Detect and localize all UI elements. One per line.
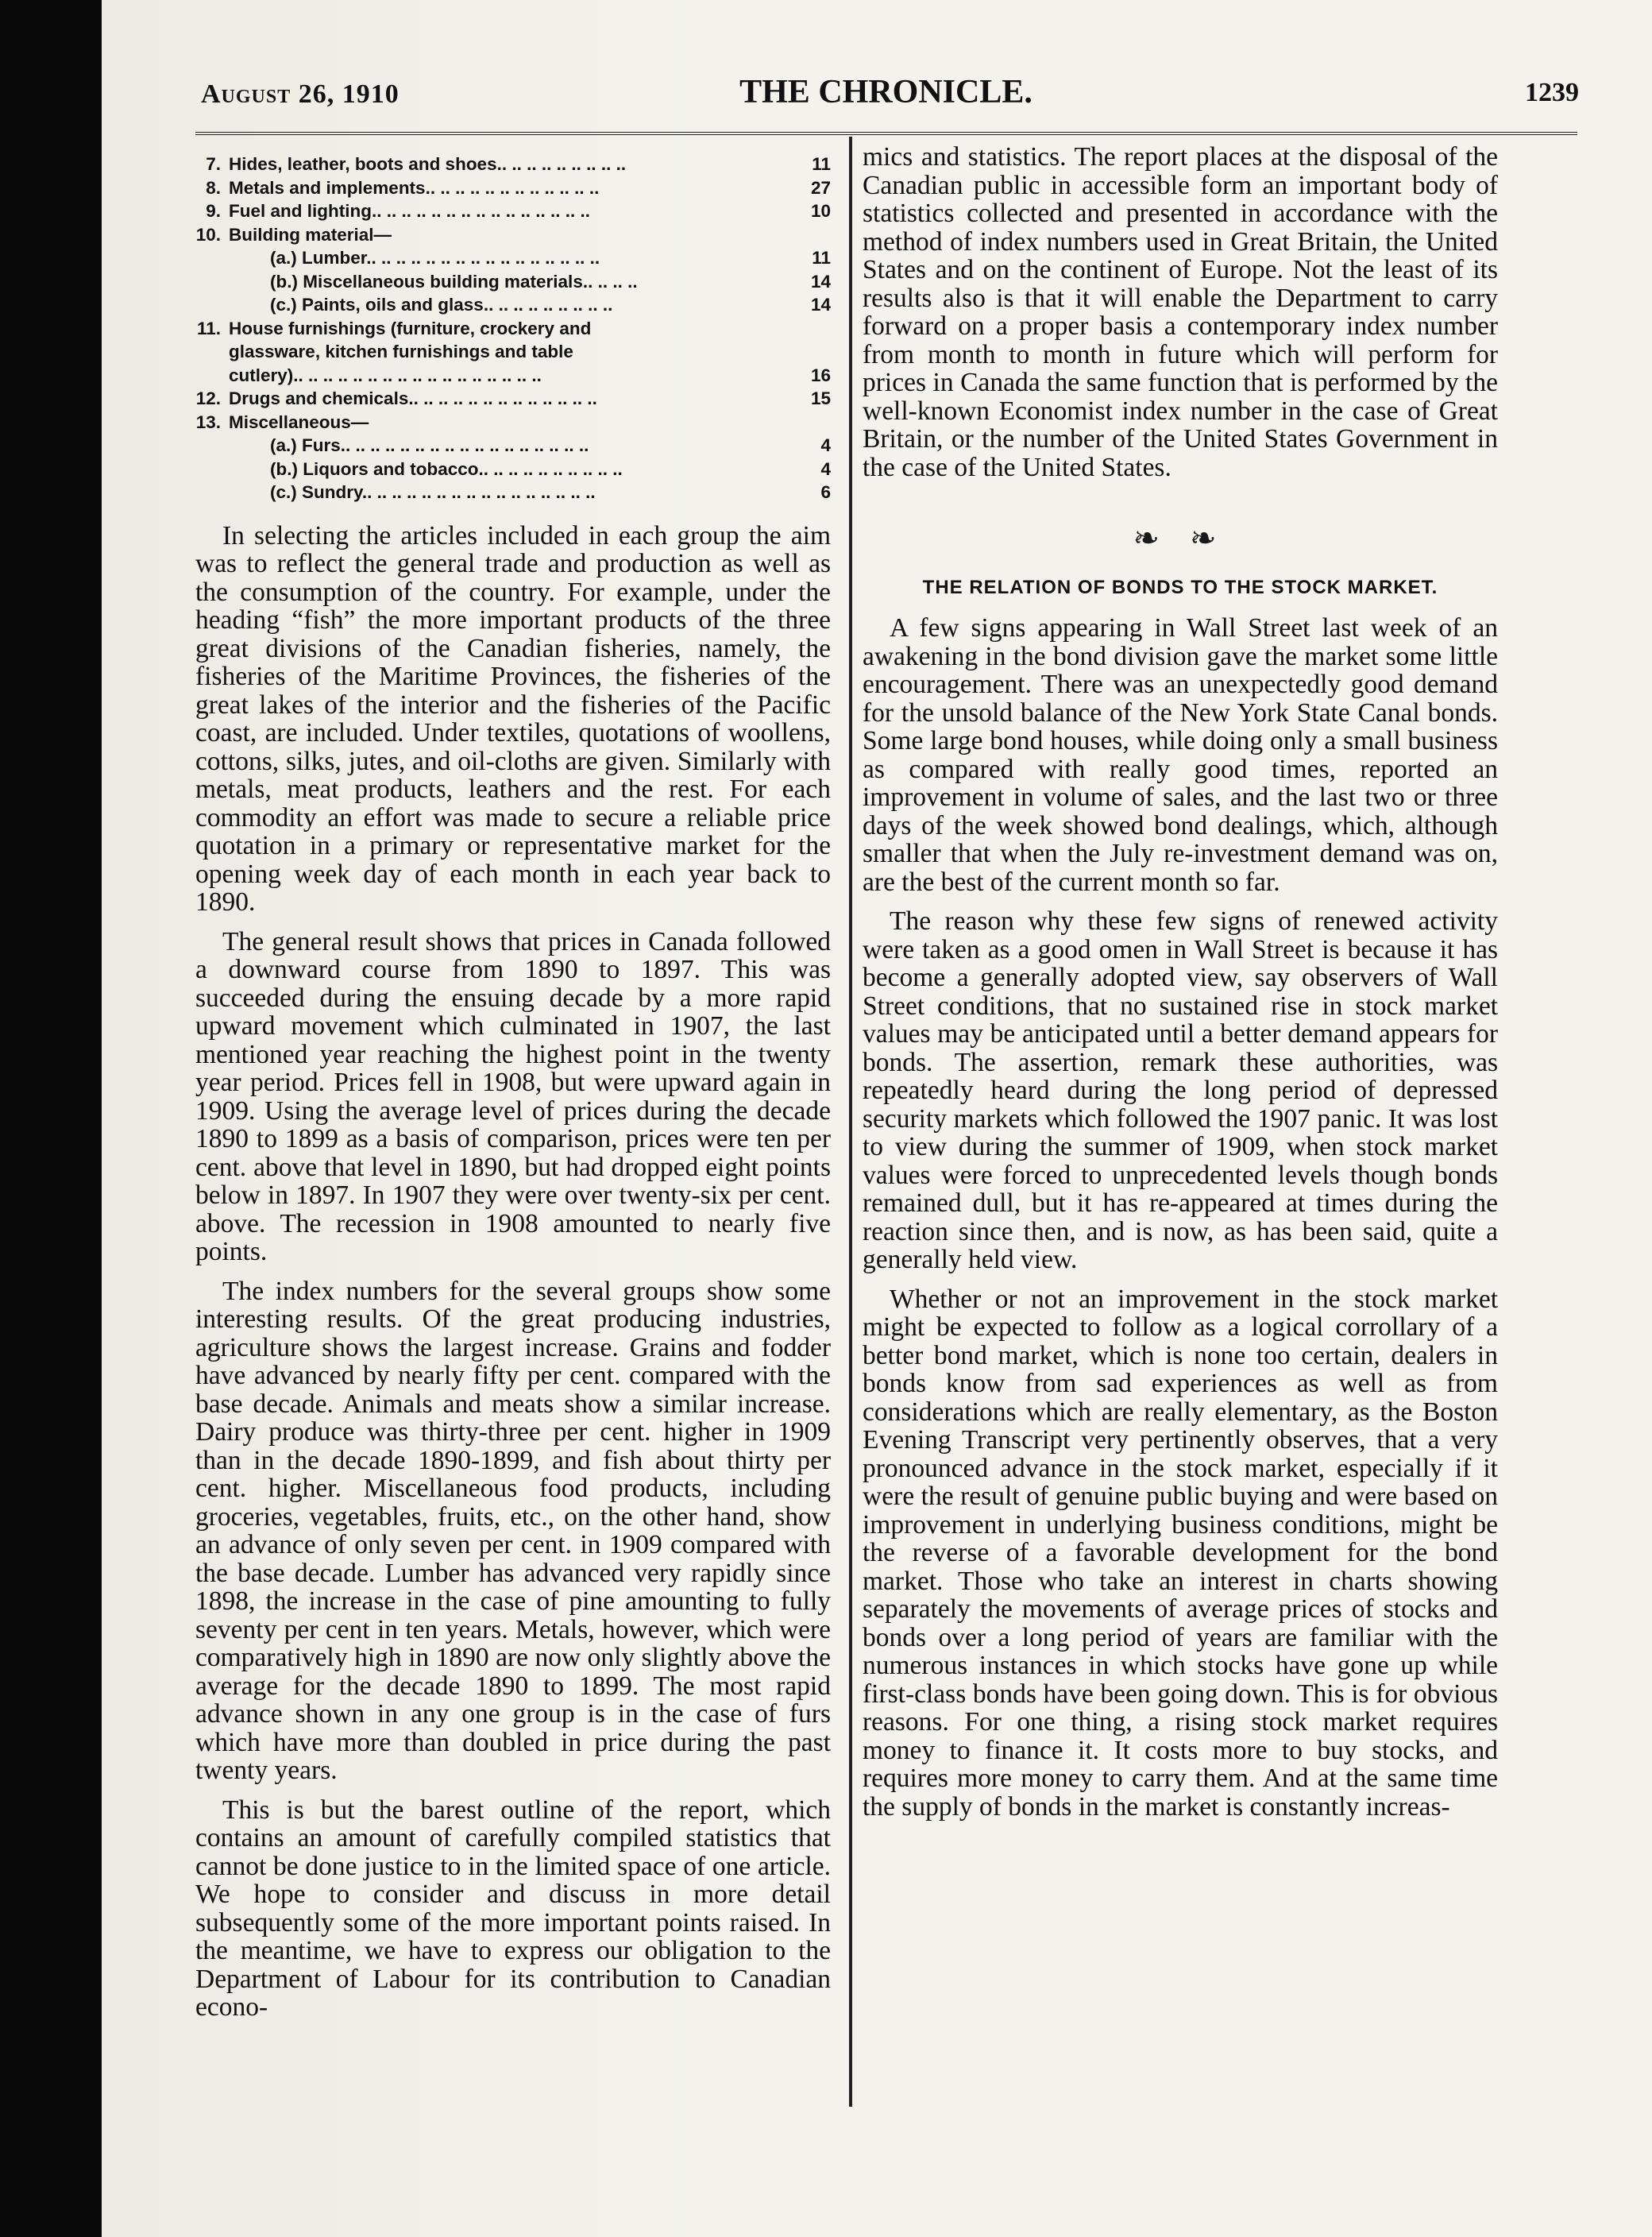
article-paragraph: mics and statistics. The report places at the disposal of the Canadian public in accessible form an important body of statistics collected and presented in accordance with the method of index numbers used in Great Britain, the United States and on the continent of Europe. Not the least of its results also is that it will enable the Department to carry forward on a proper basis a contemporary index number from month to month in future which will perform for prices in Canada the same function that is performed by the well-known Economist index number in the case of Great Britain, or the number of the United States Government in the case of the United States.: [863, 142, 1498, 482]
row-number: [195, 481, 229, 504]
row-value: 14: [810, 295, 831, 315]
row-value: 16: [810, 365, 831, 385]
row-value: 14: [810, 271, 831, 292]
row-value: [804, 340, 831, 364]
page-header: [201, 73, 1579, 119]
table-row: [195, 458, 831, 481]
table-row: [195, 176, 831, 200]
row-value: 4: [820, 458, 831, 479]
row-label: (b.) Liquors and tobacco.. .. .. .. .. .. .. .. .. ..: [270, 458, 623, 479]
row-number: 8.: [206, 177, 221, 198]
row-label: House furnishings (furniture, crockery and: [229, 318, 592, 338]
article-paragraph: The index numbers for the several groups show some interesting results. Of the great producing industries, agriculture shows the largest increase. Grains and fodder have advanced by nearly fifty per cent. compared with the base decade. Animals and meats show a similar increase. Dairy produce was thirty-three per cent. higher in 1909 than in the decade 1890-1899, and fish about thirty per cent. higher. Miscellaneous food products, including groceries, vegetables, fruits, etc., on the other hand, show an advance of only seven per cent. in 1909 compared with the base decade. Lumber has advanced very rapidly since 1898, the increase in the case of pine amounting to fully seventy per cent in ten years. Metals, however, which were comparatively high in 1890 are now only slightly above the average for the decade 1890 to 1899. The most rapid advance shown in any one group is in the case of furs which have more than doubled in price during the past twenty years.: [195, 1276, 831, 1785]
right-column: [863, 143, 1498, 1821]
row-label: Fuel and lighting.. .. .. .. .. .. .. .. .. .. .. .. .. .. ..: [229, 201, 591, 221]
row-value: [804, 317, 831, 341]
row-number: 7.: [206, 154, 221, 174]
row-label: (c.) Paints, oils and glass.. .. .. .. .. .. .. .. ..: [270, 295, 613, 315]
row-value: 11: [812, 248, 831, 268]
table-row: [195, 293, 831, 317]
article-paragraph: The general result shows that prices in Canada followed a downward course from 1890 to 1897. This was succeeded during the ensuing decade by a more rapid upward movement which culminated in 1907, the last mentioned year reaching the highest point in the twenty year period. Prices fell in 1908, but were upward again in 1909. Using the average level of prices during the decade 1890 to 1899 as a basis of comparison, prices were ten per cent. above that level in 1890, but had dropped eight points below in 1897. In 1907 they were over twenty-six per cent. above. The recession in 1908 amounted to nearly five points.: [195, 926, 831, 1266]
table-row: [195, 411, 831, 435]
row-value: 11: [812, 154, 831, 174]
left-column: [195, 153, 831, 2022]
article-paragraph: In selecting the articles included in each group the aim was to reflect the general trade and production as well as the consumption of the country. For example, under the heading “fish” the more important products of the three great divisions of the Canadian fisheries, namely, the fisheries of the Maritime Provinces, the fisheries of the great lakes of the interior and the fisheries of the Pacific coast, are included. Under textiles, quotations of woollens, cottons, silks, jutes, and oil-cloths are given. Similarly with metals, meat products, leathers and the rest. For each commodity an effort was made to secure a reliable price quotation in a primary or representative market for the opening week day of each month in each year back to 1890.: [195, 520, 831, 917]
table-row: [195, 340, 831, 364]
row-label: (a.) Furs.. .. .. .. .. .. .. .. .. .. .. .. .. .. .. .. ..: [270, 435, 589, 455]
table-row: [195, 387, 831, 411]
table-row: [195, 153, 831, 176]
page-number: 1239: [1525, 78, 1579, 107]
newspaper-page: [102, 0, 1652, 2237]
row-label: Hides, leather, boots and shoes.. .. .. .. .. .. .. .. ..: [229, 154, 627, 174]
article-paragraph: A few signs appearing in Wall Street last week of an awakening in the bond division gave the market some little encouragement. There was an unexpectedly good demand for the unsold balance of the New York State Canal bonds. Some large bond houses, while doing only a small business as compared with really good times, reported an improvement in volume of sales, and the last two or three days of the week showed bond dealings, which, although smaller that when the July re-investment demand was on, are the best of the current month so far.: [863, 613, 1498, 897]
publication-title: THE CHRONICLE.: [739, 74, 1032, 110]
table-row: [195, 199, 831, 223]
row-number: 11.: [196, 318, 221, 338]
row-label: (a.) Lumber.. .. .. .. .. .. .. .. .. .. .. .. .. .. .. ..: [270, 248, 600, 268]
row-label: Drugs and chemicals.. .. .. .. .. .. .. .. .. .. .. .. ..: [229, 388, 597, 408]
row-number: [195, 458, 229, 481]
article-title: THE RELATION OF BONDS TO THE STOCK MARKET.: [922, 577, 1438, 598]
row-value: [804, 223, 831, 247]
row-value: 15: [810, 388, 831, 408]
table-row: [195, 364, 831, 388]
row-number: [195, 293, 229, 317]
row-label: Miscellaneous—: [229, 411, 369, 432]
article-paragraph: The reason why these few signs of renewed activity were taken as a good omen in Wall Street is because it has become a generally adopted view, say observers of Wall Street conditions, that no sustained rise in stock market values may be anticipated until a better demand appears for bonds. The assertion, remark these authorities, was repeatedly heard during the long period of depressed security markets which followed the 1907 panic. It was lost to view during the summer of 1909, when stock market values were forced to unprecedented levels though bonds remained dull, but it has re-appeared at times during the reaction since then, and is now, as has been said, quite a generally held view.: [863, 906, 1498, 1274]
row-number: 9.: [206, 201, 221, 221]
row-label: glassware, kitchen furnishings and table: [229, 342, 573, 361]
table-row: [195, 270, 831, 294]
article-paragraph: This is but the barest outline of the report, which contains an amount of carefully compiled statistics that cannot be done justice to in the limited space of one article. We hope to consider and discuss in more detail subsequently some of the more important points raised. In the meantime, we have to express our obligation to the Department of Labour for its contribution to Canadian econo-: [195, 1795, 831, 2022]
row-number: [195, 340, 229, 364]
row-value: 27: [810, 177, 831, 198]
row-number: [195, 246, 229, 270]
table-row: [195, 246, 831, 270]
header-rule: [195, 132, 1577, 135]
row-label: (b.) Miscellaneous building materials.. .. .. ..: [270, 271, 638, 292]
column-divider: [849, 137, 852, 2107]
header-date: August 26, 1910: [201, 79, 399, 109]
table-row: [195, 481, 831, 504]
table-row: [195, 434, 831, 458]
row-number: 10.: [195, 224, 221, 245]
section-ornament: ❧ ❧: [1133, 520, 1228, 556]
row-label: Building material—: [229, 224, 392, 245]
row-value: 10: [810, 201, 831, 221]
row-label: (c.) Sundry.. .. .. .. .. .. .. .. .. .. .. .. .. .. .. ..: [270, 482, 596, 502]
row-value: 4: [820, 435, 831, 455]
row-value: [804, 411, 831, 435]
row-label: cutlery).. .. .. .. .. .. .. .. .. .. .. .. .. .. .. .. ..: [229, 365, 542, 385]
row-number: [195, 434, 229, 458]
group-table: [195, 153, 831, 504]
row-number: 12.: [195, 388, 221, 408]
row-number: 13.: [195, 411, 221, 432]
article-paragraph: Whether or not an improvement in the stock market might be expected to follow as a logical corrollary of a better bond market, which is none too certain, dealers in bonds know from sad experiences as well as from considerations which are really elementary, as the Boston Evening Transcript very pertinently observes, that a very pronounced advance in the stock market, especially if it were the result of genuine public buying and were based on improvement in underlying business conditions, might be the reverse of a favorable development for the bond market. Those who take an interest in charts showing separately the movements of average prices of stocks and bonds over a long period of years are familiar with the numerous instances in which stocks have gone up while first-class bonds have been going down. This is for obvious reasons. For one thing, a rising stock market requires money to finance it. It costs more to buy stocks, and requires more money to carry them. And at the same time the supply of bonds in the market is constantly increas-: [863, 1284, 1498, 1822]
row-label: Metals and implements.. .. .. .. .. .. .. .. .. .. .. ..: [229, 177, 600, 198]
table-row: [195, 317, 831, 341]
row-number: [195, 364, 229, 388]
table-row: [195, 223, 831, 247]
row-number: [195, 270, 229, 294]
row-value: 6: [820, 482, 831, 502]
